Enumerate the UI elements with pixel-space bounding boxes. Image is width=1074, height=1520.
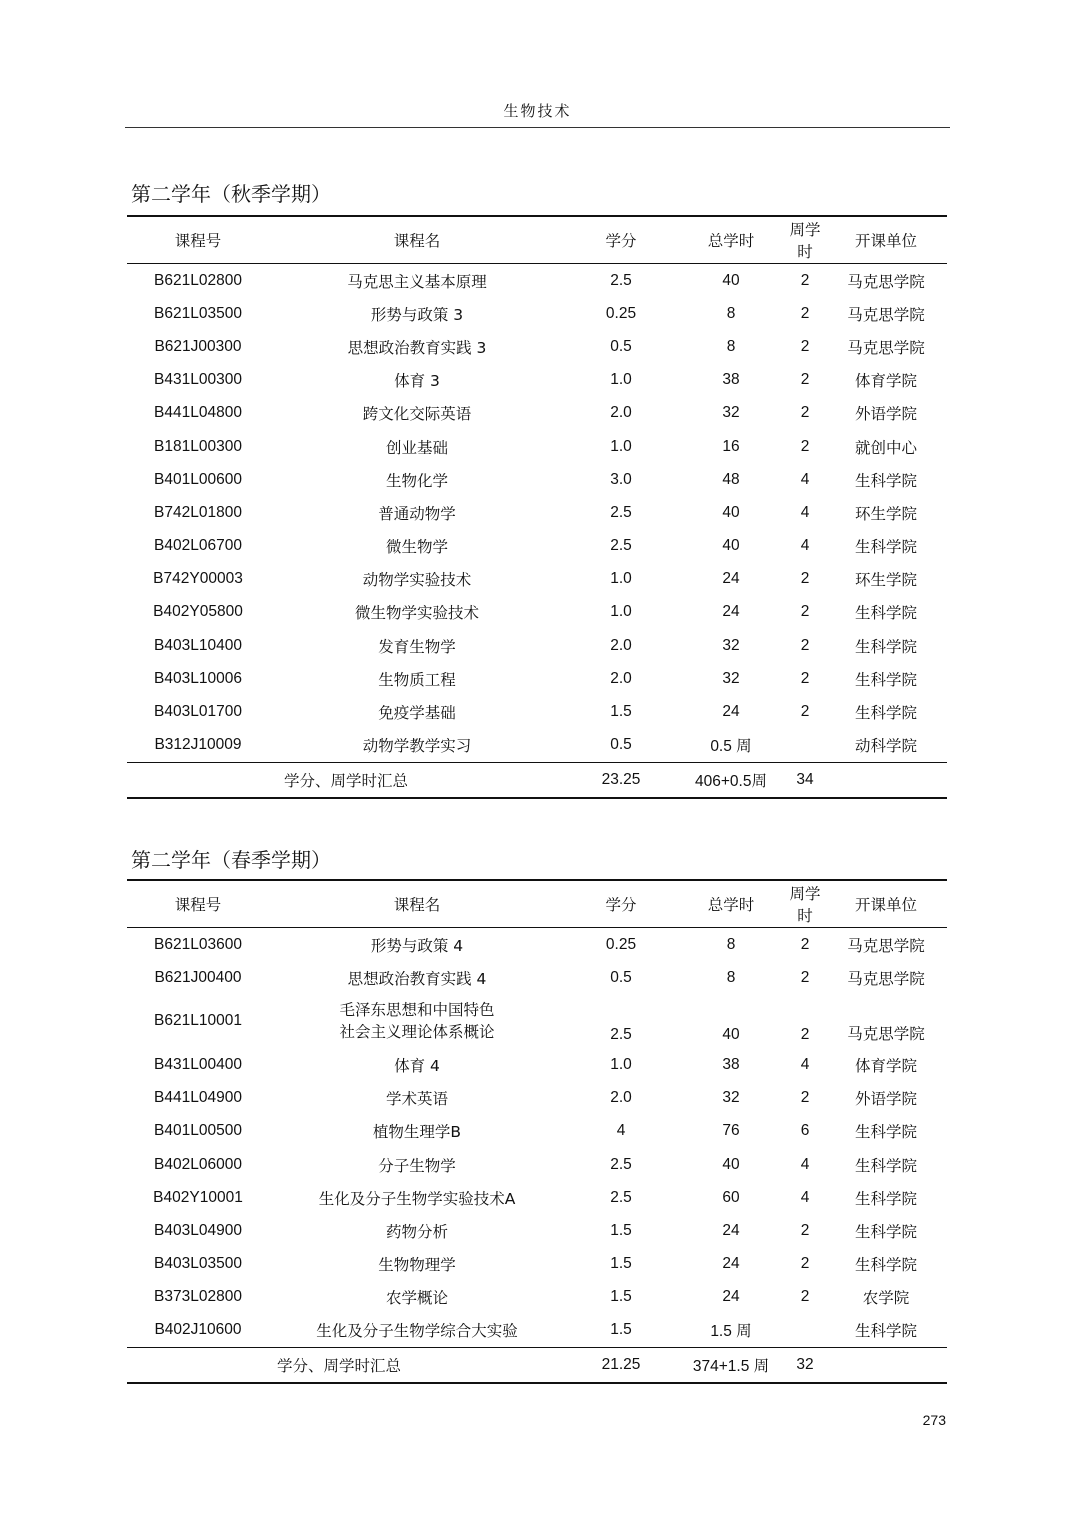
course-hours: 8 [726, 304, 736, 322]
course-credit: 1.0 [610, 1055, 632, 1073]
table-row [127, 1248, 947, 1281]
course-credit: 1.5 [610, 703, 632, 721]
course-credit: 2.0 [610, 1089, 632, 1107]
course-code: B402L06700 [154, 537, 242, 555]
course-unit: 生科学院 [854, 1189, 917, 1208]
course-weekly: 2 [800, 1288, 810, 1306]
summary-label: 学分、周学时汇总 [127, 1348, 565, 1384]
course-hours: 60 [722, 1188, 740, 1206]
course-hours: 40 [722, 503, 740, 521]
course-name-line-2: 社会主义理论体系概论 [339, 1023, 495, 1042]
course-hours: 24 [722, 1221, 740, 1239]
course-name: 形势与政策 4 [370, 936, 464, 955]
course-credit: 1.0 [610, 371, 632, 389]
course-hours: 24 [722, 603, 740, 621]
course-code: B621J00400 [154, 968, 242, 986]
course-name: 动物学实验技术 [362, 571, 472, 590]
header-unit: 开课单位 [825, 880, 947, 928]
course-weekly: 4 [800, 1188, 810, 1206]
course-code: B441L04900 [154, 1089, 242, 1107]
course-name: 发育生物学 [378, 637, 456, 656]
course-hours: 38 [722, 371, 740, 389]
table-header-row [127, 880, 947, 928]
course-weekly: 2 [800, 703, 810, 721]
table-row [127, 695, 947, 728]
course-name [269, 994, 565, 1048]
course-weekly: 4 [800, 503, 810, 521]
course-code: B431L00400 [154, 1055, 242, 1073]
course-name: 动物学教学实习 [362, 737, 472, 756]
course-unit: 农学院 [862, 1289, 910, 1308]
header-weekly-hours: 周学时 [785, 880, 825, 928]
course-credit: 1.5 [610, 1321, 632, 1339]
course-credit: 0.25 [605, 935, 637, 953]
course-name: 马克思主义基本原理 [347, 272, 487, 291]
table-row [127, 330, 947, 363]
table-row [127, 662, 947, 695]
course-credit: 2.0 [610, 669, 632, 687]
table-row [127, 496, 947, 529]
course-hours: 40 [722, 271, 740, 289]
course-unit: 生科学院 [854, 604, 917, 623]
course-name: 思想政治教育实践 4 [347, 969, 487, 988]
course-hours: 8 [726, 337, 736, 355]
summary-weekly: 32 [785, 1348, 825, 1384]
course-code: B742Y00003 [153, 570, 243, 588]
course-credit: 3.0 [610, 470, 632, 488]
course-name: 创业基础 [385, 438, 448, 457]
course-code: B181L00300 [154, 437, 242, 455]
course-hours: 40 [722, 1026, 740, 1044]
table-row [127, 397, 947, 430]
course-name: 体育 3 [394, 372, 440, 391]
course-credit: 4 [616, 1122, 626, 1140]
course-unit: 生科学院 [854, 1256, 917, 1275]
header-code: 课程号 [127, 216, 269, 264]
course-unit: 生科学院 [854, 1322, 917, 1341]
summary-unit [825, 1348, 947, 1384]
course-hours: 24 [722, 1288, 740, 1306]
course-weekly: 2 [800, 404, 810, 422]
course-hours: 1.5 周 [710, 1323, 752, 1341]
course-name: 生物化学 [385, 471, 448, 490]
table-row [127, 264, 947, 298]
course-name: 形势与政策 3 [370, 305, 464, 324]
course-code: B402L06000 [154, 1155, 242, 1173]
autumn-semester-title: 第二学年（秋季学期） [131, 182, 331, 206]
summary-label: 学分、周学时汇总 [127, 762, 565, 798]
course-name: 生物质工程 [378, 670, 456, 689]
course-code: B403L01700 [154, 703, 242, 721]
course-name-multiline [339, 999, 494, 1043]
header-name: 课程名 [269, 216, 565, 264]
spring-semester-section [127, 844, 947, 1384]
course-weekly: 2 [800, 1221, 810, 1239]
course-credit: 1.0 [610, 570, 632, 588]
course-unit: 生科学院 [854, 1222, 917, 1241]
autumn-semester-section [127, 178, 947, 799]
course-hours: 16 [722, 437, 740, 455]
course-code: B403L03500 [154, 1255, 242, 1273]
course-hours: 8 [726, 968, 736, 986]
course-unit: 外语学院 [854, 1090, 917, 1109]
course-unit: 马克思学院 [847, 936, 925, 955]
course-hours: 40 [722, 1155, 740, 1173]
course-weekly: 2 [800, 570, 810, 588]
running-head: 生物技术 [125, 100, 950, 128]
course-weekly: 2 [800, 1026, 810, 1044]
course-credit: 0.5 [610, 736, 632, 754]
summary-credit: 23.25 [565, 762, 677, 798]
course-unit: 生科学院 [854, 670, 917, 689]
summary-unit [825, 762, 947, 798]
course-unit: 环生学院 [854, 571, 917, 590]
course-hours: 32 [722, 636, 740, 654]
course-code: B401L00500 [154, 1122, 242, 1140]
course-credit: 2.5 [610, 503, 632, 521]
course-unit: 马克思学院 [847, 969, 925, 988]
course-unit: 环生学院 [854, 504, 917, 523]
header-credit: 学分 [565, 216, 677, 264]
table-row [127, 430, 947, 463]
course-credit: 2.5 [610, 1188, 632, 1206]
header-unit: 开课单位 [825, 216, 947, 264]
course-unit: 体育学院 [854, 372, 917, 391]
page-number: 273 [922, 1412, 946, 1428]
course-credit: 1.5 [610, 1221, 632, 1239]
course-hours: 38 [722, 1055, 740, 1073]
course-name: 农学概论 [385, 1289, 448, 1308]
course-weekly: 6 [800, 1122, 810, 1140]
header-weekly-hours: 周学时 [785, 216, 825, 264]
course-name: 免疫学基础 [378, 704, 456, 723]
course-hours: 24 [722, 570, 740, 588]
course-weekly [785, 1314, 825, 1348]
spring-course-table [127, 879, 947, 1384]
course-unit: 就创中心 [854, 438, 917, 457]
course-name: 微生物学 [385, 538, 448, 557]
course-code: B403L10400 [154, 636, 242, 654]
course-weekly: 2 [800, 271, 810, 289]
table-row [127, 297, 947, 330]
course-weekly: 2 [800, 1255, 810, 1273]
course-weekly: 4 [800, 1155, 810, 1173]
table-row [127, 530, 947, 563]
course-unit: 生科学院 [854, 538, 917, 557]
spring-semester-title: 第二学年（春季学期） [131, 848, 331, 872]
course-weekly: 4 [800, 537, 810, 555]
course-hours: 8 [726, 935, 736, 953]
course-credit: 0.25 [605, 304, 637, 322]
course-name: 生化及分子生物学综合大实验 [316, 1322, 518, 1341]
course-code: B373L02800 [154, 1288, 242, 1306]
course-unit: 外语学院 [854, 405, 917, 424]
table-row [127, 596, 947, 629]
course-credit: 1.0 [610, 603, 632, 621]
course-hours: 32 [722, 669, 740, 687]
table-row [127, 961, 947, 994]
course-unit: 生科学院 [854, 1156, 917, 1175]
course-code: B402Y10001 [153, 1188, 243, 1206]
course-credit: 1.5 [610, 1288, 632, 1306]
course-weekly: 2 [800, 935, 810, 953]
table-row [127, 1181, 947, 1214]
course-code: B441L04800 [154, 404, 242, 422]
course-credit: 0.5 [610, 968, 632, 986]
header-code: 课程号 [127, 880, 269, 928]
course-name: 跨文化交际英语 [362, 405, 472, 424]
course-weekly: 2 [800, 636, 810, 654]
course-credit: 2.0 [610, 636, 632, 654]
table-row [127, 563, 947, 596]
course-unit: 生科学院 [854, 637, 917, 656]
course-credit: 2.5 [610, 537, 632, 555]
course-weekly: 4 [800, 470, 810, 488]
table-row [127, 928, 947, 962]
summary-hours: 406+0.5周 [677, 762, 785, 798]
course-name-line-1: 毛泽东思想和中国特色 [339, 1001, 495, 1020]
course-code: B742L01800 [154, 503, 242, 521]
course-weekly: 2 [800, 603, 810, 621]
summary-weekly: 34 [785, 762, 825, 798]
course-unit: 体育学院 [854, 1056, 917, 1075]
course-weekly: 2 [800, 437, 810, 455]
course-name: 药物分析 [385, 1222, 448, 1241]
course-credit: 1.0 [610, 437, 632, 455]
course-hours: 0.5 周 [710, 738, 752, 756]
course-weekly: 2 [800, 304, 810, 322]
course-weekly: 4 [800, 1055, 810, 1073]
course-name: 植物生理学B [372, 1123, 462, 1142]
course-name: 思想政治教育实践 3 [347, 338, 487, 357]
course-credit: 2.0 [610, 404, 632, 422]
table-row [127, 1281, 947, 1314]
header-total-hours: 总学时 [677, 216, 785, 264]
table-row [127, 463, 947, 496]
course-weekly: 2 [800, 371, 810, 389]
table-row [127, 629, 947, 662]
table-row [127, 364, 947, 397]
course-code: B402Y05800 [153, 603, 243, 621]
course-weekly: 2 [800, 669, 810, 687]
table-row [127, 1314, 947, 1348]
course-code: B431L00300 [154, 371, 242, 389]
course-code: B621L03500 [154, 304, 242, 322]
course-name: 生化及分子生物学实验技术A [318, 1189, 516, 1208]
course-hours: 32 [722, 404, 740, 422]
course-unit: 马克思学院 [847, 305, 925, 324]
summary-row [127, 762, 947, 798]
table-header-row [127, 216, 947, 264]
table-row [127, 1115, 947, 1148]
course-hours: 76 [722, 1122, 740, 1140]
course-unit: 动科学院 [854, 737, 917, 756]
header-total-hours: 总学时 [677, 880, 785, 928]
course-credit: 2.5 [610, 1026, 632, 1044]
course-hours: 40 [722, 537, 740, 555]
course-weekly [785, 729, 825, 763]
table-row [127, 1048, 947, 1081]
summary-row [127, 1348, 947, 1384]
header-name: 课程名 [269, 880, 565, 928]
autumn-course-table [127, 215, 947, 799]
course-credit: 1.5 [610, 1255, 632, 1273]
table-row [127, 729, 947, 763]
course-hours: 32 [722, 1089, 740, 1107]
course-code: B403L10006 [154, 669, 242, 687]
course-weekly: 2 [800, 1089, 810, 1107]
course-credit: 2.5 [610, 271, 632, 289]
table-row [127, 1214, 947, 1247]
table-row [127, 1082, 947, 1115]
course-unit: 生科学院 [854, 471, 917, 490]
course-code: B401L00600 [154, 470, 242, 488]
course-code: B621L02800 [154, 271, 242, 289]
course-code: B312J10009 [154, 736, 242, 754]
summary-credit: 21.25 [565, 1348, 677, 1384]
course-code: B621L10001 [154, 1012, 242, 1030]
header-credit: 学分 [565, 880, 677, 928]
course-unit: 生科学院 [854, 704, 917, 723]
course-weekly: 2 [800, 968, 810, 986]
course-unit: 马克思学院 [847, 338, 925, 357]
table-row [127, 1148, 947, 1181]
table-row [127, 994, 947, 1048]
summary-hours: 374+1.5 周 [677, 1348, 785, 1384]
course-name: 微生物学实验技术 [354, 604, 479, 623]
course-credit: 2.5 [610, 1155, 632, 1173]
course-unit: 马克思学院 [847, 1025, 925, 1044]
course-weekly: 2 [800, 337, 810, 355]
course-code: B621L03600 [154, 935, 242, 953]
course-unit: 生科学院 [854, 1123, 917, 1142]
course-name: 学术英语 [385, 1090, 448, 1109]
course-name: 分子生物学 [378, 1156, 456, 1175]
course-name: 普通动物学 [378, 504, 456, 523]
course-name: 体育 4 [394, 1056, 440, 1075]
course-credit: 0.5 [610, 337, 632, 355]
course-unit: 马克思学院 [847, 272, 925, 291]
course-hours: 48 [722, 470, 740, 488]
course-name: 生物物理学 [378, 1256, 456, 1275]
course-code: B621J00300 [154, 337, 242, 355]
course-code: B402J10600 [154, 1321, 242, 1339]
course-code: B403L04900 [154, 1221, 242, 1239]
course-hours: 24 [722, 703, 740, 721]
course-hours: 24 [722, 1255, 740, 1273]
